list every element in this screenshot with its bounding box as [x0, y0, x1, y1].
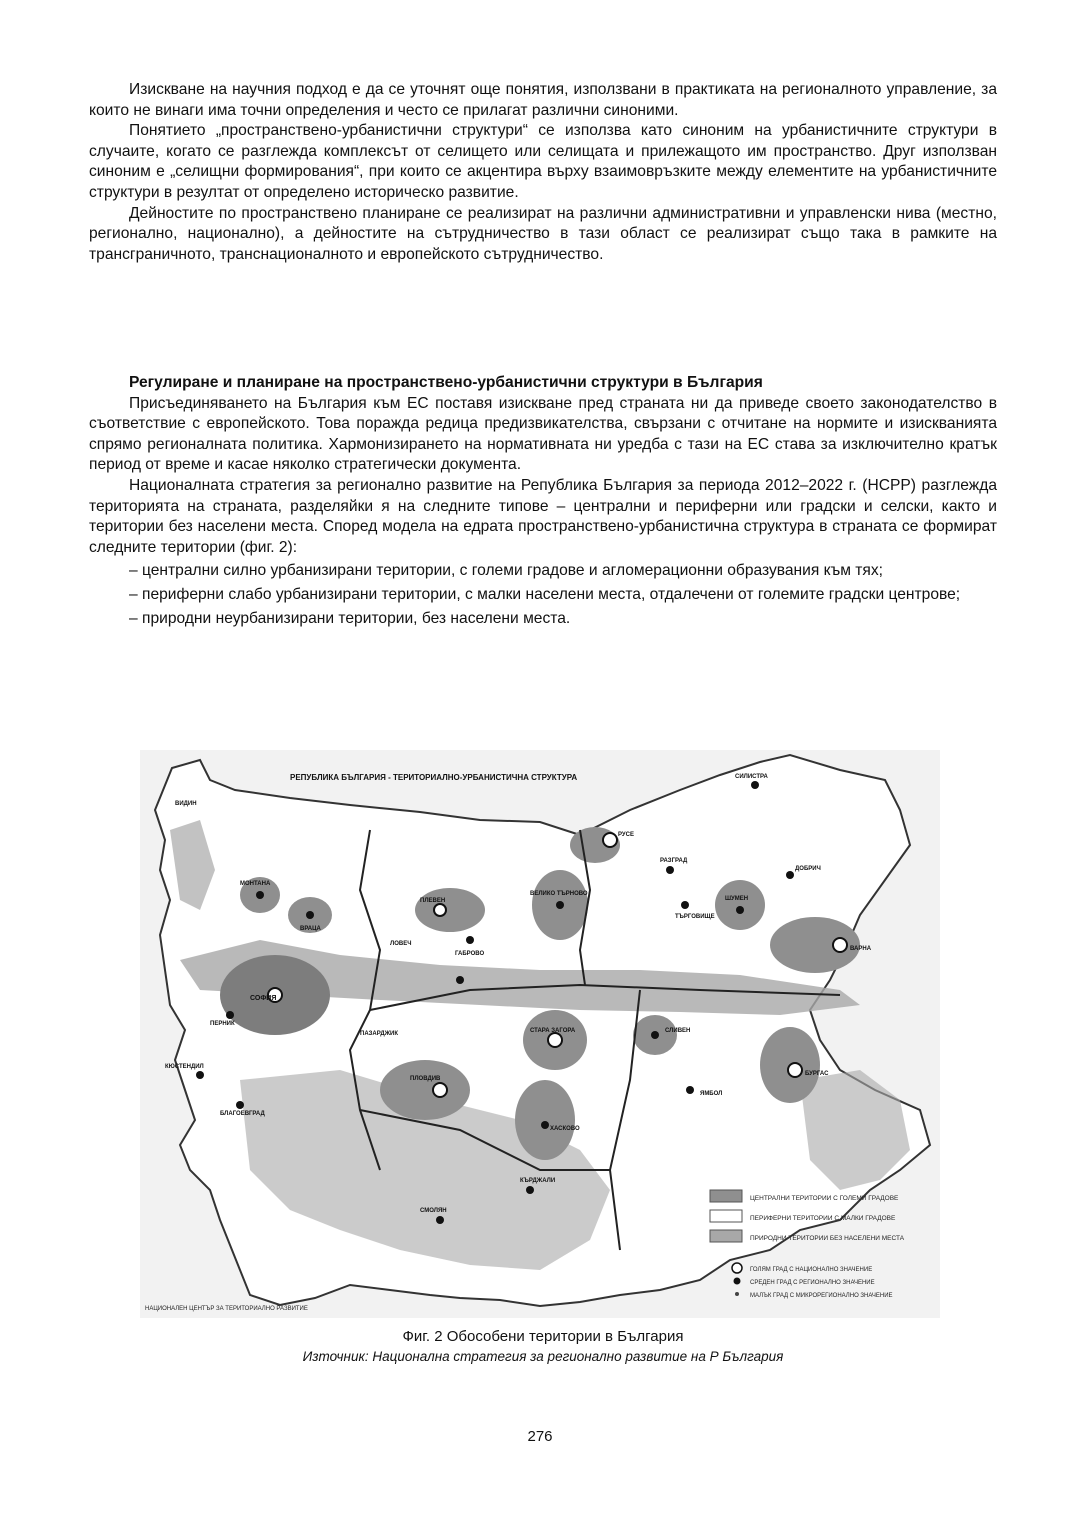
legend-label: ЦЕНТРАЛНИ ТЕРИТОРИИ С ГОЛЕМИ ГРАДОВЕ: [750, 1195, 899, 1202]
legend-label: ГОЛЯМ ГРАД С НАЦИОНАЛНО ЗНАЧЕНИЕ: [750, 1267, 873, 1273]
city-marker: [196, 1071, 204, 1079]
city-marker: [466, 936, 474, 944]
paragraph: Националната стратегия за регионално развитие на Република България за периода 2012–2022 г. (НСРР) разглежда територията на страната, разделяйки я на следните типове – централни и периферни или градски и селски, както и територии без населени места. Според модела на едрата пространствено-урбанистична структура в страната се формират следните територии (фиг. 2):: [89, 476, 997, 556]
legend-swatch-peripheral: [710, 1210, 742, 1222]
city-label-pernik: ПЕРНИК: [210, 1021, 235, 1027]
paragraph: Дейностите по пространствено планиране се реализират на различни административни и управленски нива (местно, регионално, национално), а дейностите на сътрудничество в тази област се реализират също така в рамките на трансграничното, транснационалното и европейското сътрудничество.: [89, 204, 997, 263]
central-territory-plovdiv: [380, 1060, 470, 1120]
legend-swatch-central: [710, 1190, 742, 1202]
city-label-plovdiv: ПЛОВДИВ: [410, 1076, 441, 1082]
city-marker: [436, 1216, 444, 1224]
legend-swatch-natural: [710, 1230, 742, 1242]
city-label-pazardzhik: ПАЗАРДЖИК: [360, 1031, 399, 1037]
city-label-varna: ВАРНА: [850, 946, 872, 952]
city-marker: [236, 1101, 244, 1109]
city-marker: [651, 1031, 659, 1039]
paragraph: Понятието „пространствено-урбанистични структури“ се използва като синоним на урбанистичните структури в случаите, когато се разглежда комплексът от селището или селищата и прилежащото им пространство. Друг използван синоним е „селищни формирования“, при които се акцентира върху взаимовръзките между елементите на урбанистичните структури в резултат от определено историческо развитие.: [89, 122, 997, 201]
paragraph: Присъединяването на България към ЕС поставя изискване пред страната ни да приведе своето законодателство в съответствие с европейското. Това поражда редица предизвикателства, свързани с отчитане на нормите и изискванията спрямо регионалната политика. Хармонизирането на нормативната ни уредба с тази на ЕС става за изключително кратък период от време и касае няколко стратегически документа.: [89, 394, 997, 474]
city-marker: [541, 1121, 549, 1129]
city-marker: [751, 781, 759, 789]
city-label-lovech: ЛОВЕЧ: [390, 941, 412, 947]
burgas-marker: [788, 1063, 802, 1077]
legend-label: ПРИРОДНИ ТЕРИТОРИИ БЕЗ НАСЕЛЕНИ МЕСТА: [750, 1235, 905, 1242]
city-label-targovishte: ТЪРГОВИЩЕ: [675, 914, 715, 920]
section: [89, 373, 997, 629]
central-territory-haskovo: [515, 1080, 575, 1160]
city-marker: [256, 891, 264, 899]
varna-marker: [833, 938, 847, 952]
city-marker: [686, 1086, 694, 1094]
city-marker: [306, 911, 314, 919]
city-label-burgas: БУРГАС: [805, 1071, 829, 1077]
legend-label: МАЛЪК ГРАД С МИКРОРЕГИОНАЛНО ЗНАЧЕНИЕ: [750, 1293, 893, 1299]
page-number: 276: [527, 1428, 553, 1445]
central-territory-shumen: [715, 880, 765, 930]
city-marker: [786, 871, 794, 879]
city-label-sofia: СОФИЯ: [250, 995, 277, 1002]
city-label-vidin: ВИДИН: [175, 801, 197, 807]
city-label-kyustendil: КЮСТЕНДИЛ: [165, 1064, 204, 1070]
city-label-stara-zagora: СТАРА ЗАГОРА: [530, 1028, 576, 1034]
central-territory-pleven: [415, 888, 485, 932]
map-credit: НАЦИОНАЛЕН ЦЕНТЪР ЗА ТЕРИТОРИАЛНО РАЗВИТИЕ: [145, 1306, 308, 1312]
list-item: – природни неурбанизирани територии, без населени места.: [129, 609, 571, 627]
list-item: – периферни слабо урбанизирани територии, с малки населени места, отдалечени от големите градски центрове;: [129, 585, 961, 603]
city-label-blagoevgrad: БЛАГОЕВГРАД: [220, 1111, 265, 1117]
city-label-sliven: СЛИВЕН: [665, 1028, 691, 1034]
city-label-haskovo: ХАСКОВО: [550, 1126, 580, 1132]
city-label-smolyan: СМОЛЯН: [420, 1208, 447, 1214]
list-item: – централни силно урбанизирани територии, с големи градове и агломерационни образувания към тях;: [129, 562, 883, 580]
intro-text: [89, 80, 997, 265]
city-label-dobrich: ДОБРИЧ: [795, 866, 821, 872]
city-label-yambol: ЯМБОЛ: [700, 1091, 723, 1097]
city-label-veliko-tarnovo: ВЕЛИКО ТЪРНОВО: [530, 891, 588, 897]
stara-zagora-marker: [548, 1033, 562, 1047]
city-label-kardzhali: КЪРДЖАЛИ: [520, 1178, 556, 1184]
city-label-silistra: СИЛИСТРА: [735, 774, 768, 780]
plovdiv-marker: [433, 1083, 447, 1097]
city-label-shumen: ШУМЕН: [725, 896, 749, 902]
legend-small-city-icon: [735, 1292, 739, 1296]
legend-big-city-icon: [732, 1263, 742, 1273]
paragraph: Изискване на научния подход е да се уточнят още понятия, използвани в практиката на регионалното управление, за които не винаги има точни определения и често се прилагат различни синоними.: [89, 81, 997, 119]
section-heading: Регулиране и планиране на пространствено-урбанистични структури в България: [129, 374, 763, 391]
figure-caption: Фиг. 2 Обособени територии в България: [402, 1328, 684, 1345]
city-marker: [226, 1011, 234, 1019]
map-title: РЕПУБЛИКА БЪЛГАРИЯ - ТЕРИТОРИАЛНО-УРБАНИСТИЧНА СТРУКТУРА: [290, 773, 578, 782]
city-marker: [681, 901, 689, 909]
city-label-gabrovo: ГАБРОВО: [455, 951, 485, 957]
map-figure: [140, 750, 940, 1318]
city-marker: [556, 901, 564, 909]
ruse-marker: [603, 833, 617, 847]
city-marker: [666, 866, 674, 874]
legend-medium-city-icon: [734, 1278, 741, 1285]
bulgaria-map: [140, 750, 940, 1318]
city-marker: [526, 1186, 534, 1194]
city-label-ruse: РУСЕ: [618, 832, 634, 838]
legend-label: ПЕРИФЕРНИ ТЕРИТОРИИ С МАЛКИ ГРАДОВЕ: [750, 1215, 896, 1222]
city-marker: [456, 976, 464, 984]
city-label-razgrad: РАЗГРАД: [660, 858, 688, 864]
pleven-marker: [434, 904, 446, 916]
city-label-pleven: ПЛЕВЕН: [420, 898, 446, 904]
figure-source: Източник: Национална стратегия за регионално развитие на Р България: [302, 1349, 784, 1364]
city-label-vratsa: ВРАЦА: [300, 926, 321, 932]
legend-label: СРЕДЕН ГРАД С РЕГИОНАЛНО ЗНАЧЕНИЕ: [750, 1280, 875, 1286]
city-label-montana: МОНТАНА: [240, 881, 271, 887]
city-marker: [736, 906, 744, 914]
